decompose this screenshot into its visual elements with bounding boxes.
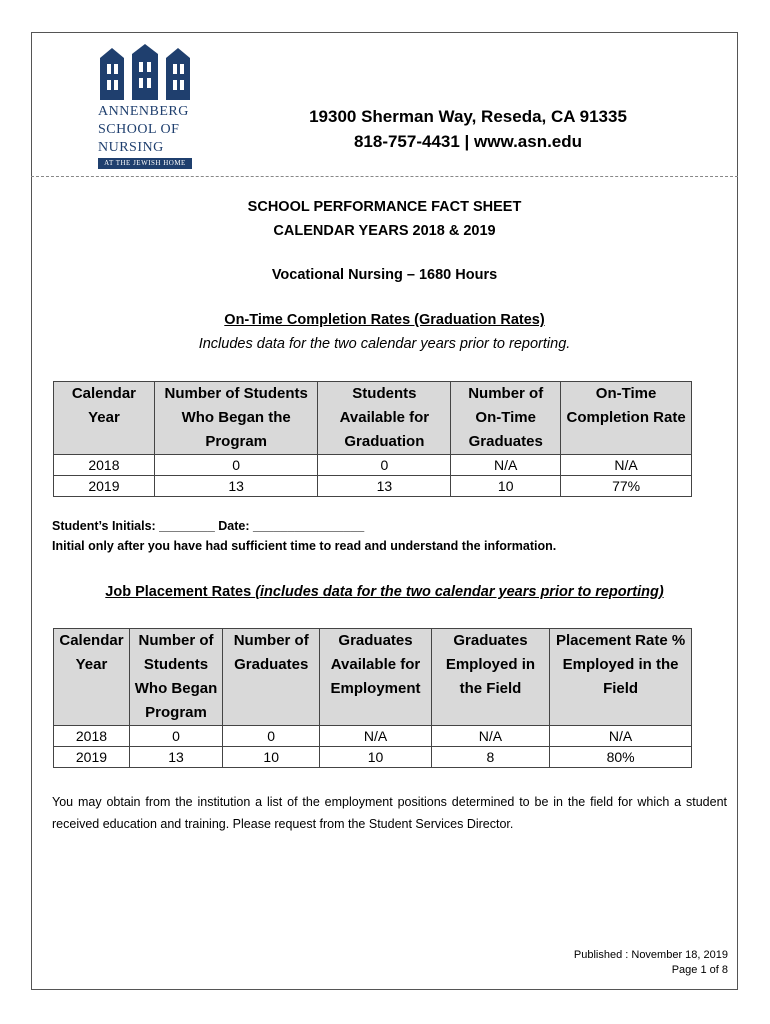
page-number: Page 1 of 8 <box>671 964 728 976</box>
column-header: On-Time Completion Rate <box>561 382 692 455</box>
logo-line-3: NURSING <box>98 140 164 155</box>
employment-note: You may obtain from the institution a list of the employment positions determined to be in the field for which a student received education and training. Please request from the Student Services Director. <box>52 795 727 831</box>
table-header-row <box>54 629 692 726</box>
column-header: Number of Students Who Began Program <box>129 629 222 726</box>
column-header: Number of Students Who Began the Program <box>154 382 318 455</box>
table-cell: 2018 <box>54 455 155 476</box>
logo-line-2: SCHOOL OF <box>98 122 180 137</box>
table-cell: N/A <box>561 455 692 476</box>
table-cell: 77% <box>561 476 692 497</box>
published-date: Published : November 18, 2019 <box>573 949 728 961</box>
column-header: Placement Rate % Employed in the Field <box>550 629 692 726</box>
logo-line-1: ANNENBERG <box>98 104 189 119</box>
table-cell: N/A <box>431 726 549 747</box>
school-logo <box>98 44 192 169</box>
school-address <box>240 104 696 154</box>
placement-table <box>53 628 692 768</box>
completion-title: On-Time Completion Rates (Graduation Rates) <box>224 312 545 328</box>
placement-title <box>31 584 738 600</box>
header-divider <box>31 176 738 177</box>
table-header-row <box>54 382 692 455</box>
column-header: Number of Graduates <box>223 629 320 726</box>
table-cell: 80% <box>550 747 692 768</box>
table-cell: 0 <box>129 726 222 747</box>
table-cell: N/A <box>320 726 431 747</box>
program-name: Vocational Nursing – 1680 Hours <box>271 267 498 283</box>
address-line: 19300 Sherman Way, Reseda, CA 91335 <box>309 107 627 126</box>
table-cell: 8 <box>431 747 549 768</box>
column-header: Students Available for Graduation <box>318 382 451 455</box>
completion-table <box>53 381 692 497</box>
contact-line: 818-757-4431 | www.asn.edu <box>353 132 583 151</box>
completion-subtitle: Includes data for the two calendar years prior to reporting. <box>198 336 571 352</box>
table-cell: 0 <box>154 455 318 476</box>
table-cell: 10 <box>320 747 431 768</box>
calendar-years: CALENDAR YEARS 2018 & 2019 <box>273 223 496 239</box>
table-cell: 13 <box>318 476 451 497</box>
table-cell: 0 <box>223 726 320 747</box>
table-row <box>54 455 692 476</box>
column-header: Graduates Employed in the Field <box>431 629 549 726</box>
table-cell: N/A <box>550 726 692 747</box>
initials-line: Student’s Initials: ________ Date: ________________ <box>52 519 365 533</box>
placement-title-main: Job Placement Rates <box>105 584 256 600</box>
table-cell: 0 <box>318 455 451 476</box>
column-header: Calendar Year <box>54 382 155 455</box>
document-title: SCHOOL PERFORMANCE FACT SHEET <box>247 199 522 215</box>
table-row <box>54 726 692 747</box>
column-header: Graduates Available for Employment <box>320 629 431 726</box>
column-header: Number of On-Time Graduates <box>451 382 561 455</box>
table-cell: 2019 <box>54 476 155 497</box>
building-icon <box>98 44 192 100</box>
table-cell: 2019 <box>54 747 130 768</box>
column-header: Calendar Year <box>54 629 130 726</box>
placement-title-note: (includes data for the two calendar years prior to reporting) <box>255 584 664 600</box>
table-cell: 13 <box>129 747 222 768</box>
table-cell: 13 <box>154 476 318 497</box>
table-cell: 10 <box>223 747 320 768</box>
table-cell: 10 <box>451 476 561 497</box>
footer <box>574 948 728 978</box>
table-row <box>54 747 692 768</box>
table-cell: N/A <box>451 455 561 476</box>
initials-instruction: Initial only after you have had sufficient time to read and understand the information. <box>52 539 557 553</box>
table-cell: 2018 <box>54 726 130 747</box>
logo-tagline: AT THE JEWISH HOME <box>98 158 192 169</box>
table-row <box>54 476 692 497</box>
